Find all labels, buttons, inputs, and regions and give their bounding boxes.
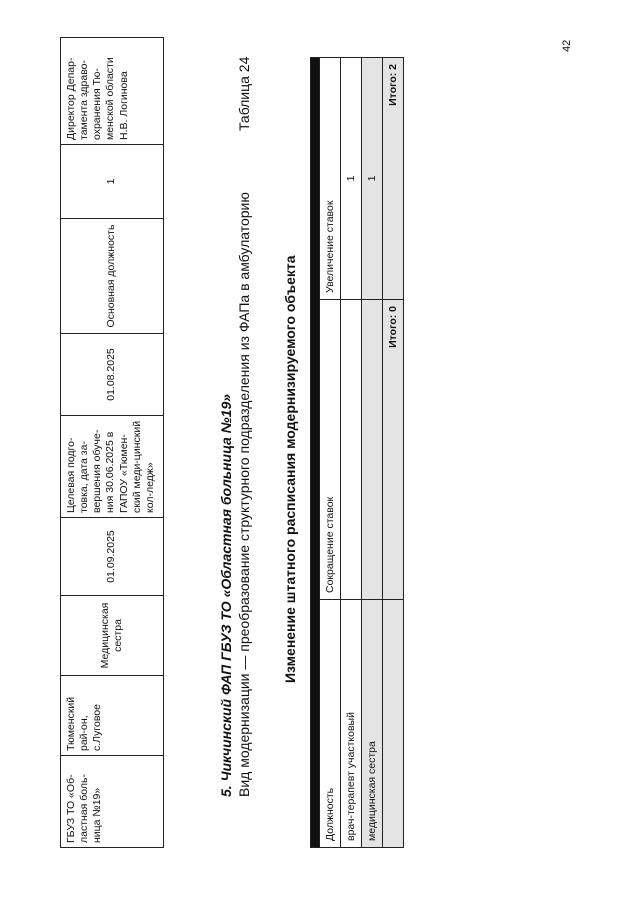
table-row (61, 38, 164, 848)
header-row (320, 57, 341, 847)
training-cell: Целевая подго-товка, дата за-вершения обуче-ния 30.06.2025 в ГАПОУ «Тюмен-ский меди-цинский кол-ледж» (61, 416, 164, 518)
total-row (383, 57, 404, 847)
header-bar (311, 57, 320, 847)
header-position: Должность (320, 600, 341, 848)
staffing-table (60, 37, 164, 848)
increase-cell: 1 (362, 57, 383, 299)
position-cell: медицинская сестра (362, 600, 383, 848)
responsible-cell: Директор Депар-тамента здраво-охранения Тю-менской области Н.В. Логинова (61, 38, 164, 145)
increase-cell: 1 (341, 57, 362, 299)
staff-change-table (310, 57, 404, 848)
section-subtitle: Вид модернизации — преобразование структурного подразделения из ФАПа в амбулаторию (236, 192, 252, 797)
position-cell: Медицинская сестра (61, 596, 164, 676)
total-label-cell (383, 600, 404, 848)
position-cell: врач-терапевт участковый (341, 600, 362, 848)
header-increase: Увеличение ставок (320, 57, 341, 299)
table-row (362, 57, 383, 847)
table-label: Таблица 24 (236, 56, 252, 131)
reduction-cell (341, 300, 362, 600)
total-increase: Итого: 2 (383, 57, 404, 299)
count-cell: 1 (61, 145, 164, 219)
table-row (341, 57, 362, 847)
reduction-cell (362, 300, 383, 600)
change-title: Изменение штатного расписания модернизируемого объекта (282, 255, 298, 683)
location-cell: Тюменский рай-он, с.Луговое (61, 676, 164, 756)
date-cell: 01.09.2025 (61, 518, 164, 596)
institution-cell: ГБУЗ ТО «Об-ластная боль-ница №19» (61, 756, 164, 848)
position-type-cell: Основная должность (61, 219, 164, 334)
page-number: 42 (561, 39, 573, 52)
total-reduction: Итого: 0 (383, 300, 404, 600)
section-title: 5. Чикчинский ФАП ГБУЗ ТО «Областная больница №19» (218, 393, 234, 797)
header-reduction: Сокращение ставок (320, 300, 341, 600)
date-cell-2: 01.08.2025 (61, 334, 164, 416)
